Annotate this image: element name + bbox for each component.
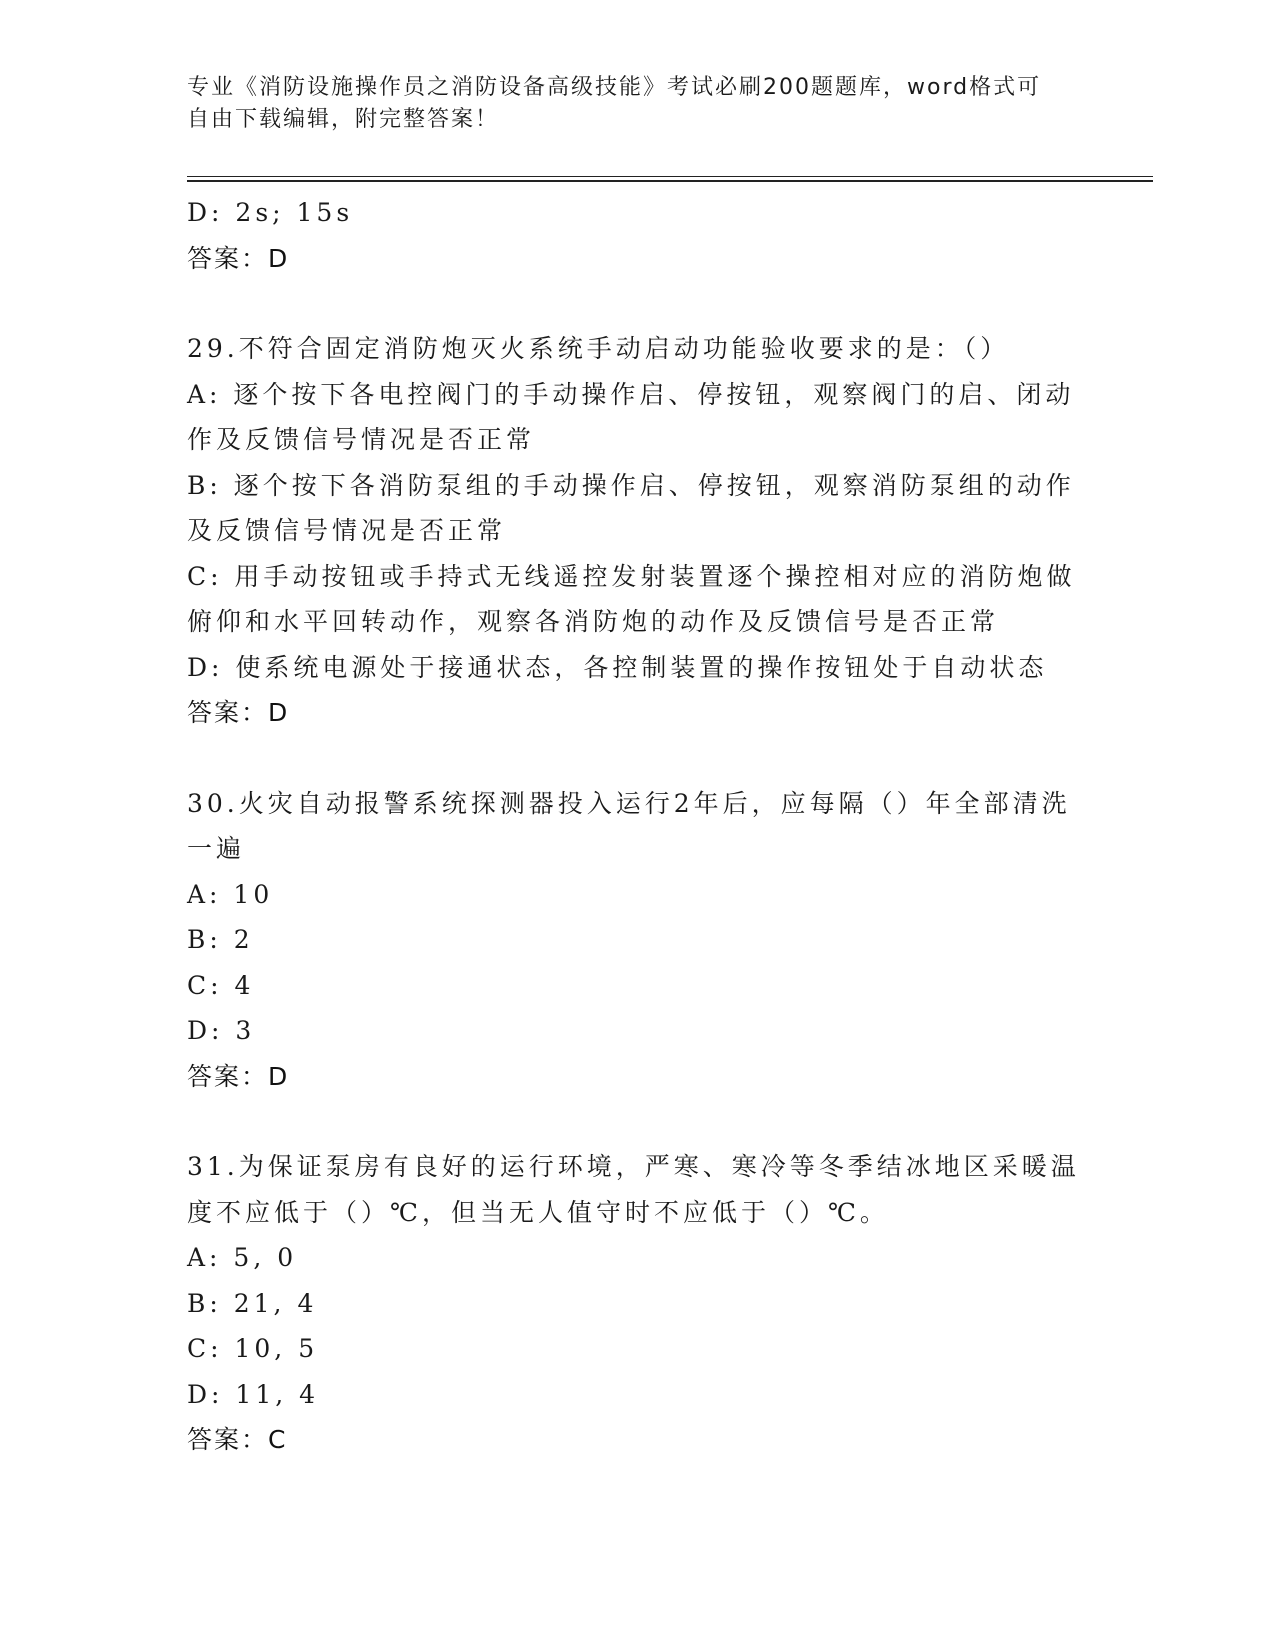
question-stem-line-1: 31.为保证泵房有良好的运行环境，严寒、寒冷等冬季结冰地区采暖温 [187, 1152, 1080, 1181]
option-c: C: 10, 5 [187, 1334, 319, 1363]
option-c: C: 4 [187, 970, 255, 1000]
option-d: D: 使系统电源处于接通状态，各控制装置的操作按钮处于自动状态 [187, 652, 1048, 682]
answer-line: 答案：D [187, 243, 290, 273]
question-list [187, 190, 1087, 1463]
option-a: A: 5, 0 [187, 1243, 298, 1272]
option-a-line-2: 作及反馈信号情况是否正常 [187, 425, 536, 454]
question-30 [187, 781, 1087, 1100]
spacer [187, 736, 1087, 781]
spacer [187, 1099, 1087, 1144]
answer-line: 答案：D [187, 698, 290, 727]
answer-line: 答案：C [187, 1425, 288, 1454]
option-a: A: 10 [187, 879, 274, 909]
option-b: B: 2 [187, 925, 254, 954]
header-divider-thick [187, 180, 1153, 182]
spacer [187, 281, 1087, 326]
carryover-block [187, 190, 1087, 281]
option-c-line-2: 俯仰和水平回转动作，观察各消防炮的动作及反馈信号是否正常 [187, 607, 1000, 636]
answer-line: 答案：D [187, 1061, 290, 1091]
header-line-1: 专业《消防设施操作员之消防设备高级技能》考试必刷200题题库，word格式可 [187, 75, 1042, 100]
option-b-line-2: 及反馈信号情况是否正常 [187, 516, 507, 545]
question-29 [187, 326, 1087, 736]
question-stem-line-1: 30.火灾自动报警系统探测器投入运行2年后，应每隔（）年全部清洗 [187, 788, 1071, 818]
header-line-2: 自由下载编辑，附完整答案！ [187, 107, 500, 132]
option-d: D: 3 [187, 1016, 256, 1045]
option-b-line-1: B: 逐个按下各消防泵组的手动操作启、停按钮，观察消防泵组的动作 [187, 470, 1075, 500]
option-d: D: 11, 4 [187, 1379, 320, 1409]
header-divider-thin [187, 176, 1153, 177]
document-header [187, 72, 1067, 136]
question-stem: 29.不符合固定消防炮灭火系统手动启动功能验收要求的是：（） [187, 334, 1010, 363]
question-31 [187, 1144, 1087, 1463]
question-stem-line-2: 一遍 [187, 834, 246, 863]
option-d: D: 2s; 15s [187, 198, 354, 227]
option-a-line-1: A: 逐个按下各电控阀门的手动操作启、停按钮，观察阀门的启、闭动 [187, 379, 1075, 409]
option-c-line-1: C: 用手动按钮或手持式无线遥控发射装置逐个操控相对应的消防炮做 [187, 561, 1076, 591]
option-b: B: 21, 4 [187, 1288, 318, 1318]
question-stem-line-2: 度不应低于（）℃，但当无人值守时不应低于（）℃。 [187, 1197, 889, 1227]
